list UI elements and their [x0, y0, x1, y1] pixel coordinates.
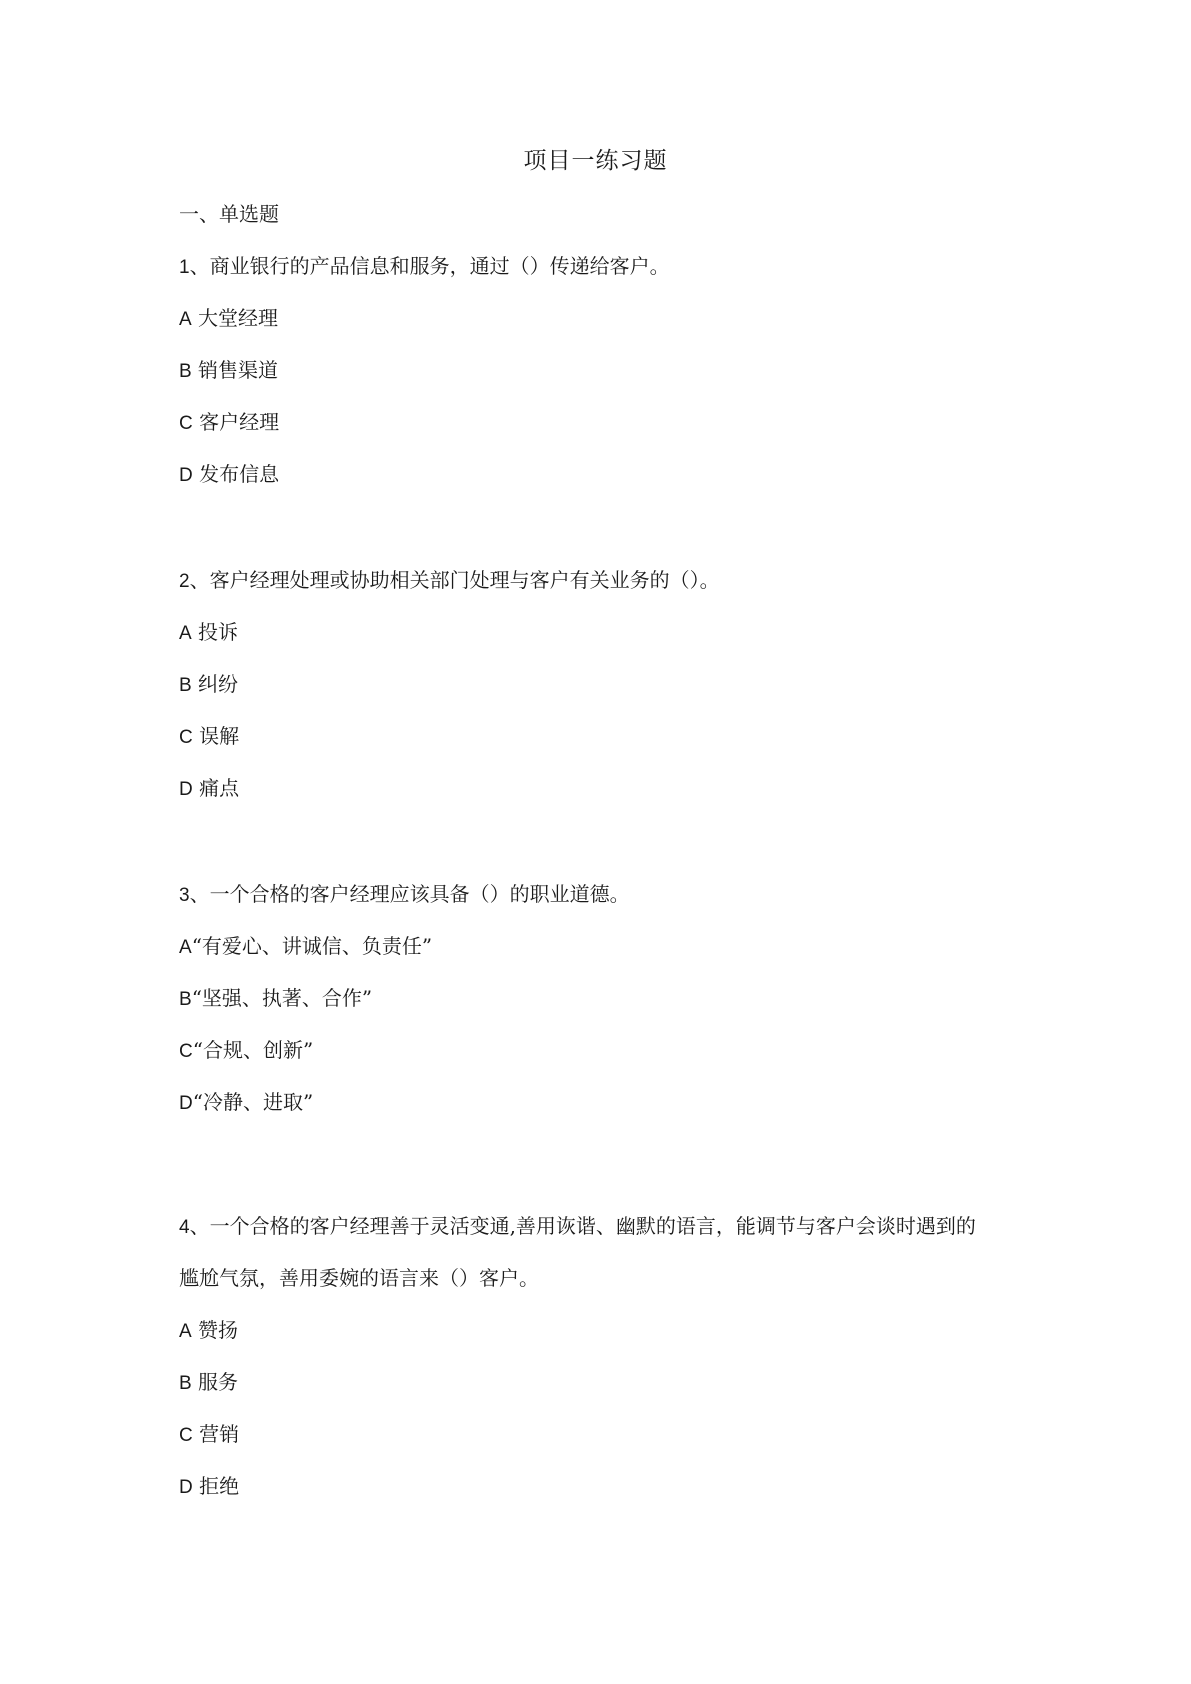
- option-letter: D: [179, 779, 193, 800]
- question-3: [179, 880, 630, 910]
- option-letter: A: [179, 309, 192, 330]
- option-letter: B: [179, 361, 192, 382]
- option-text: 痛点: [199, 776, 240, 800]
- option-text: 误解: [199, 724, 240, 748]
- question-3-option-b: [179, 984, 372, 1014]
- question-1-option-c: [179, 408, 279, 438]
- option-text: 赞扬: [198, 1318, 239, 1342]
- option-letter: B: [179, 1373, 192, 1394]
- option-text: 纠纷: [198, 672, 239, 696]
- question-4-option-d: [179, 1472, 239, 1502]
- option-text: 服务: [198, 1370, 239, 1394]
- question-1: [179, 252, 670, 282]
- question-4-option-a: [179, 1316, 238, 1346]
- option-text: 发布信息: [199, 462, 280, 486]
- option-letter: C: [179, 413, 193, 434]
- option-letter: A: [179, 623, 192, 644]
- question-number: 3: [179, 885, 190, 906]
- option-letter: D: [179, 1093, 193, 1114]
- section-heading: 一、单选题: [179, 202, 279, 226]
- option-letter: A: [179, 937, 192, 958]
- question-3-option-d: [179, 1088, 313, 1118]
- option-text: 大堂经理: [198, 306, 279, 330]
- question-text: 、一个合格的客户经理应该具备（）的职业道德。: [189, 882, 630, 906]
- question-text: 、一个合格的客户经理善于灵活变通,善用诙谐、幽默的语言，能调节与客户会谈时遇到的: [189, 1214, 976, 1238]
- option-text: 拒绝: [199, 1474, 240, 1498]
- option-letter: B: [179, 989, 192, 1010]
- option-text: “合规、创新”: [192, 1038, 314, 1062]
- question-number: 1: [179, 257, 190, 278]
- question-2-option-a: [179, 618, 238, 648]
- question-text: 、商业银行的产品信息和服务，通过（）传递给客户。: [189, 254, 670, 278]
- option-letter: A: [179, 1321, 192, 1342]
- question-text: 、客户经理处理或协助相关部门处理与客户有关业务的（）。: [189, 568, 720, 592]
- question-2: [179, 566, 720, 596]
- option-text: “有爱心、讲诚信、负责任”: [191, 934, 433, 958]
- option-text: 营销: [199, 1422, 240, 1446]
- question-2-option-b: [179, 670, 238, 700]
- option-letter: D: [179, 465, 193, 486]
- question-4-continued: 尴尬气氛，善用委婉的语言来（）客户。: [179, 1266, 539, 1290]
- question-number: 4: [179, 1217, 190, 1238]
- question-3-option-a: [179, 932, 432, 962]
- option-text: 销售渠道: [198, 358, 279, 382]
- option-text: “坚强、执著、合作”: [191, 986, 373, 1010]
- question-4: [179, 1212, 976, 1242]
- document-title: 项目一练习题: [523, 148, 668, 174]
- option-text: 客户经理: [199, 410, 280, 434]
- option-text: “冷静、进取”: [192, 1090, 314, 1114]
- question-3-option-c: [179, 1036, 313, 1066]
- question-1-option-a: [179, 304, 278, 334]
- option-letter: C: [179, 727, 193, 748]
- question-2-option-d: [179, 774, 239, 804]
- question-1-option-b: [179, 356, 278, 386]
- question-number: 2: [179, 571, 190, 592]
- question-2-option-c: [179, 722, 239, 752]
- option-letter: C: [179, 1041, 193, 1062]
- option-letter: C: [179, 1425, 193, 1446]
- question-1-option-d: [179, 460, 279, 490]
- question-4-option-c: [179, 1420, 239, 1450]
- option-letter: D: [179, 1477, 193, 1498]
- option-letter: B: [179, 675, 192, 696]
- question-4-option-b: [179, 1368, 238, 1398]
- option-text: 投诉: [198, 620, 239, 644]
